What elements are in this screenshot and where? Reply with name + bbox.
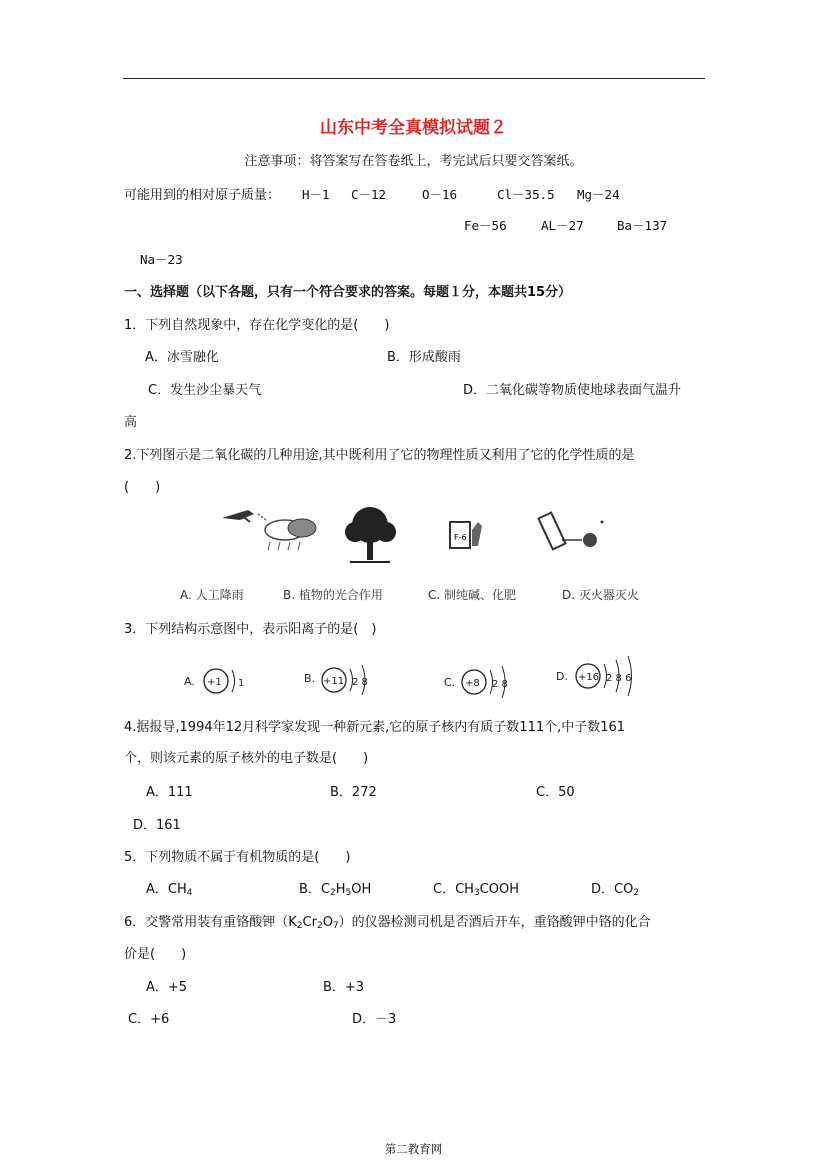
q3-label-c: C. — [444, 676, 456, 689]
q4-option-d: D．161 — [133, 818, 181, 833]
atomic-o: O－16 — [422, 187, 458, 202]
q2-caption-b: B. 植物的光合作用 — [283, 588, 383, 602]
atomic-ba: Ba－137 — [617, 218, 668, 233]
atomic-h: H－1 — [302, 187, 330, 202]
section-heading: 一、选择题（以下各题，只有一个符合要求的答案。每题１分，本题共15分） — [124, 285, 572, 300]
atomic-cl: Cl－35.5 — [497, 187, 555, 202]
fire-extinguisher-icon — [538, 513, 603, 550]
q2-caption-c: C. 制纯碱、化肥 — [428, 588, 517, 602]
q3-label-b: B. — [304, 672, 316, 685]
q6-stem-line2: 价是( ) — [124, 947, 187, 962]
q6-option-d: D．－3 — [352, 1012, 397, 1027]
q5-option-d: D．$CO_2$ — [591, 882, 640, 898]
q2-illustrations — [210, 500, 650, 574]
q1-option-b: B．形成酸雨 — [387, 350, 461, 365]
q3-nucleus-c: +8 — [465, 678, 480, 689]
notice: 注意事项：将答案写在答卷纸上，考完试后只要交答案纸。 — [244, 154, 583, 169]
svg-text:F-6: F-6 — [454, 533, 467, 542]
q3-shells-d: 2 8 6 — [606, 673, 632, 684]
tree-icon — [345, 507, 396, 562]
q6-option-b: B．+3 — [323, 980, 365, 995]
atomic-mg: Mg－24 — [577, 187, 620, 202]
q5-option-a: A．$CH_4$ — [146, 882, 193, 898]
q3-nucleus-a: +1 — [207, 677, 222, 688]
q6-option-a: A．+5 — [146, 980, 188, 995]
q3-nucleus-d: +16 — [578, 672, 600, 683]
q3-shells-a: 1 — [238, 678, 245, 689]
q5-option-c: C．$CH_3COOH$ — [433, 882, 519, 898]
q4-stem-line1: 4.据报导,1994年12月科学家发现一种新元素,它的原子核内有质子数111个,中子数161 — [124, 720, 626, 735]
header-rule — [123, 78, 705, 79]
atomic-c: C－12 — [351, 187, 387, 202]
q1-option-a: A．冰雪融化 — [145, 350, 219, 365]
q2-stem: 2.下列图示是二氧化碳的几种用途,其中既利用了它的物理性质又利用了它的化学性质的是 — [124, 448, 635, 463]
atomic-al: AL－27 — [541, 218, 584, 233]
q6-stem-line1: 6．交警常用装有重铬酸钾$(K_2Cr_2O_7)$的仪器检测司机是否酒后开车，重铬酸钾中铬的化合 — [124, 915, 651, 931]
airplane-icon — [222, 510, 266, 522]
q3-stem: 3．下列结构示意图中，表示阳离子的是( ) — [124, 622, 377, 637]
atomic-na: Na－23 — [140, 252, 183, 267]
cloud-icon — [265, 519, 316, 550]
q4-option-b: B．272 — [330, 785, 377, 800]
q1-option-c: C．发生沙尘暴天气 — [148, 383, 262, 398]
q4-option-a: A．111 — [146, 785, 193, 800]
atomic-label: 可能用到的相对原子质量： — [124, 188, 281, 203]
q2-caption-d: D. 灭火器灭火 — [562, 588, 639, 602]
q2-caption-a: A. 人工降雨 — [180, 588, 244, 602]
q2-paren: ( ) — [124, 480, 161, 495]
q1-option-d: D．二氧化碳等物质使地球表面气温升 — [463, 383, 682, 398]
bottle-icon — [450, 522, 482, 548]
atomic-fe: Fe－56 — [464, 218, 507, 233]
q5-option-b: B．$C_2H_5OH$ — [299, 882, 372, 898]
q3-label-d: D. — [556, 670, 568, 683]
q3-nucleus-b: +11 — [323, 676, 345, 687]
page-title: 山东中考全真模拟试题２ — [320, 118, 507, 138]
q3-label-a: A. — [184, 675, 195, 688]
q1-stem: 1．下列自然现象中，存在化学变化的是( ) — [124, 318, 390, 333]
q3-shells-b: 2 8 — [352, 677, 368, 688]
q4-option-c: C．50 — [536, 785, 575, 800]
q6-option-c: C．+6 — [128, 1012, 170, 1027]
q5-stem: 5．下列物质不属于有机物质的是( ) — [124, 850, 351, 865]
footer: 第二教育网 — [384, 1142, 443, 1156]
q1-option-d-cont: 高 — [124, 415, 138, 430]
q3-shells-c: 2 8 — [492, 679, 508, 690]
q3-atom-diagrams — [180, 652, 660, 706]
q4-stem-line2: 个，则该元素的原子核外的电子数是( ) — [124, 751, 369, 766]
